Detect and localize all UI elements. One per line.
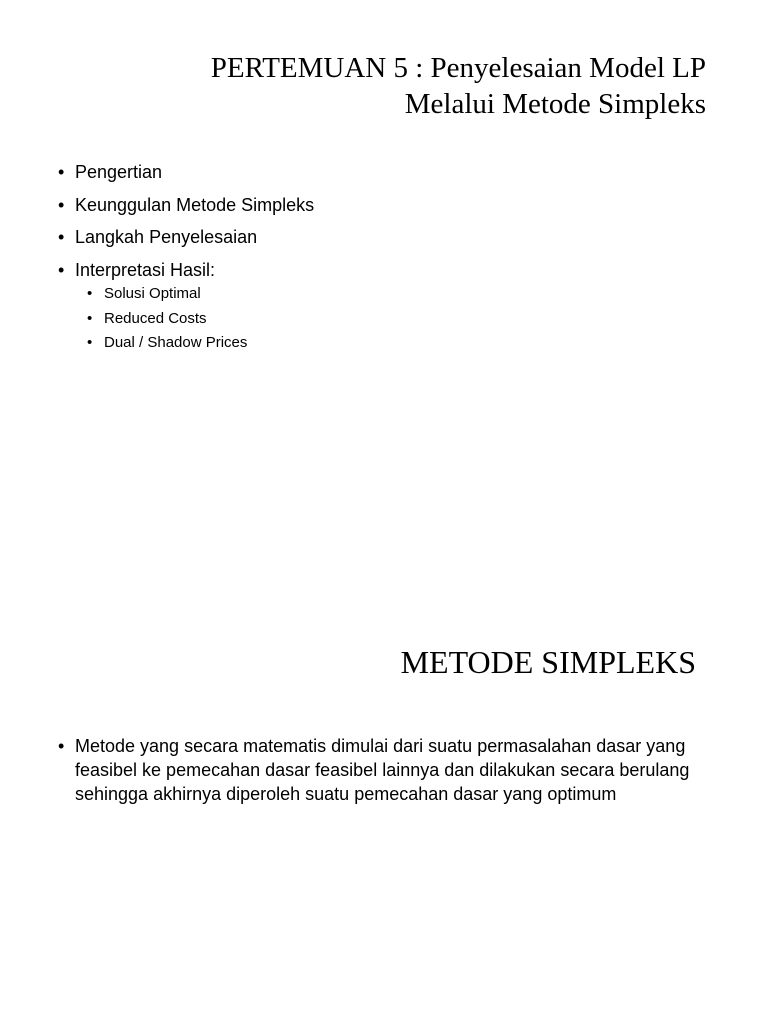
slide-2 [0,512,768,1024]
slide-2-bullet-list [58,734,708,806]
sub-bullet-list [87,282,314,356]
bullet-item: • Langkah Penyelesaian [58,221,314,254]
bullet-item: • Metode yang secara matematis dimulai dari suatu permasalahan dasar yang feasibel ke pemecahan dasar feasibel lainnya dan dilakukan secara berulang sehingga akhirnya diperoleh suatu pemecahan dasar yang optimum [58,734,708,806]
slide-1-title [211,50,706,122]
slide-2-title: METODE SIMPLEKS [400,644,696,680]
bullet-item-with-subitems [58,254,314,356]
bullet-item-label: Interpretasi Hasil: [75,259,216,280]
sub-bullet-item: • Solusi Optimal [87,282,314,307]
sub-bullet-item: • Reduced Costs [87,307,314,332]
slide-1-bullet-list [58,156,314,356]
sub-bullet-item: • Dual / Shadow Prices [87,331,314,356]
slide-1-title-line-1: PERTEMUAN 5 : Penyelesaian Model LP [210,52,706,84]
slide-1-title-line-2: Melalui Metode Simpleks [404,88,706,120]
bullet-item: • Pengertian [58,156,314,189]
bullet-item: • Keunggulan Metode Simpleks [58,189,314,222]
